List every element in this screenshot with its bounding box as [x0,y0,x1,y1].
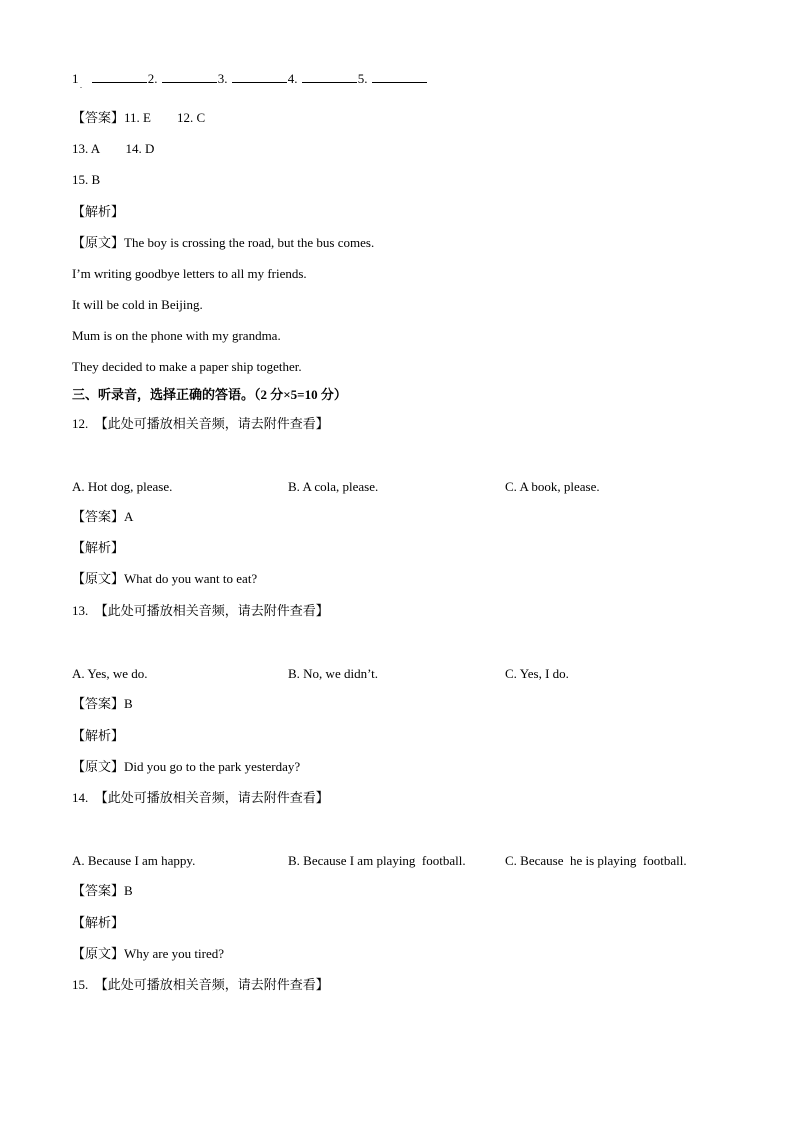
option-13-c: C. Yes, I do. [505,666,569,681]
blank-number-3: 3. [217,71,228,86]
option-14-a: A. Because I am happy. [72,853,196,868]
script-line-3: It will be cold in Beijing. [72,297,203,312]
answer-line-2: 13. A 14. D [72,141,155,156]
stray-dot: . [80,81,82,90]
option-12-a: A. Hot dog, please. [72,479,173,494]
answer-line-3: 15. B [72,172,101,187]
script-13: 【原文】Did you go to the park yesterday? [72,759,301,774]
blank-number-2: 2. [147,71,158,86]
option-14-c: C. Because he is playing football. [505,853,687,868]
blank-number-5: 5. [357,71,368,86]
analysis-label: 【解析】 [72,204,125,219]
option-12-b: B. A cola, please. [288,479,379,494]
question-stem-15: 15. 【此处可播放相关音频，请去附件查看】 [72,977,329,992]
blank-1 [92,70,147,83]
option-13-a: A. Yes, we do. [72,666,148,681]
script-12: 【原文】What do you want to eat? [72,571,258,586]
blank-number-4: 4. [287,71,298,86]
question-stem-13: 13. 【此处可播放相关音频，请去附件查看】 [72,603,329,618]
blank-5 [372,70,427,83]
blank-3 [232,70,287,83]
question-stem-12: 12. 【此处可播放相关音频，请去附件查看】 [72,416,329,431]
section-title: 三、听录音，选择正确的答语。（2 分×5=10 分） [72,387,347,402]
analysis-12: 【解析】 [72,540,125,555]
script-14: 【原文】Why are you tired? [72,946,224,961]
analysis-13: 【解析】 [72,728,125,743]
analysis-14: 【解析】 [72,915,125,930]
answer-14: 【答案】B [72,883,133,898]
answer-line-1: 【答案】11. E 12. C [72,110,206,125]
option-13-b: B. No, we didn’t. [288,666,379,681]
script-line-4: Mum is on the phone with my grandma. [72,328,281,343]
option-14-b: B. Because I am playing football. [288,853,466,868]
answer-13: 【答案】B [72,696,133,711]
blank-4 [302,70,357,83]
blank-2 [162,70,217,83]
script-line-5: They decided to make a paper ship together. [72,359,302,374]
script-line-1: 【原文】The boy is crossing the road, but the bus comes. [72,235,375,250]
blank-number-1: 1 [72,71,79,86]
script-line-2: I’m writing goodbye letters to all my friends. [72,266,307,281]
option-12-c: C. A book, please. [505,479,600,494]
answer-12: 【答案】A [72,509,134,524]
question-stem-14: 14. 【此处可播放相关音频，请去附件查看】 [72,790,329,805]
answer-blanks-line [72,70,428,87]
